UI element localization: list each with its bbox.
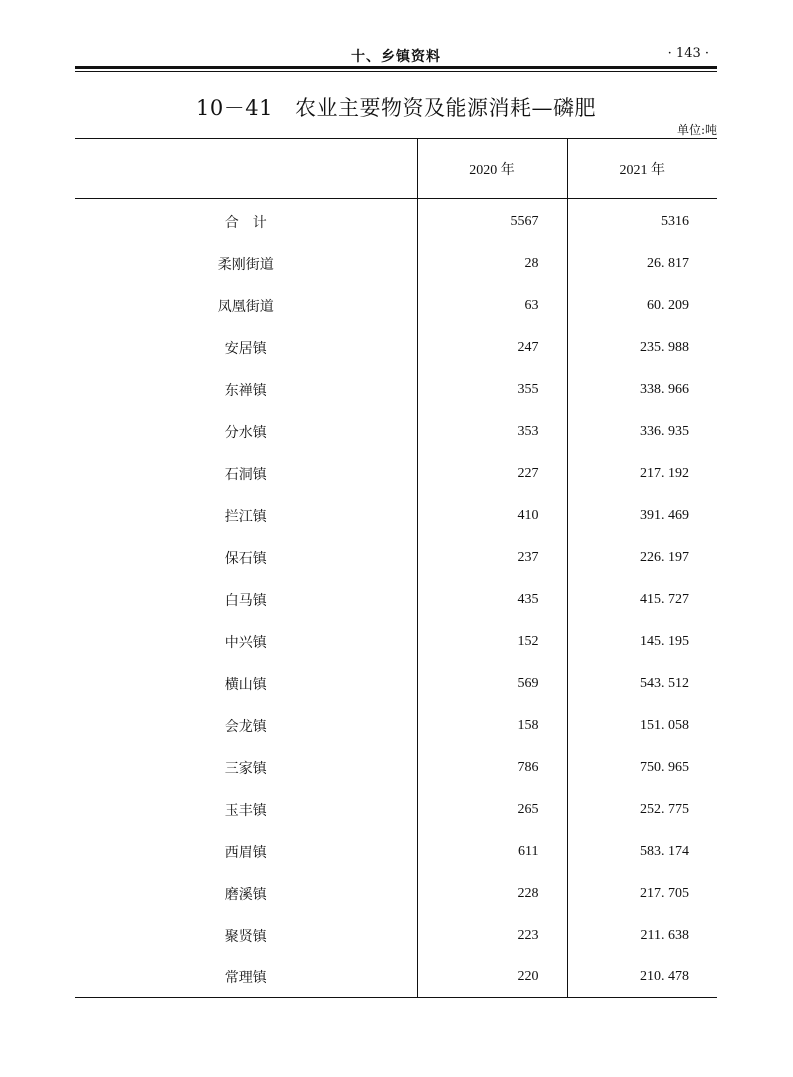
table-row bbox=[75, 747, 717, 789]
table-row bbox=[75, 369, 717, 411]
region-cell: 合 计 bbox=[224, 215, 267, 231]
table-body bbox=[75, 199, 717, 998]
value-2021-cell: 252. 775 bbox=[567, 789, 717, 831]
value-2020-cell: 353 bbox=[417, 411, 567, 453]
value-2021-cell: 415. 727 bbox=[567, 579, 717, 621]
region-cell: 东禅镇 bbox=[224, 383, 267, 399]
value-2021-cell: 26. 817 bbox=[567, 243, 717, 285]
value-2020-cell: 63 bbox=[417, 285, 567, 327]
value-2021-cell: 750. 965 bbox=[567, 747, 717, 789]
value-2021-cell: 145. 195 bbox=[567, 621, 717, 663]
region-cell: 柔刚街道 bbox=[217, 257, 274, 273]
data-table bbox=[75, 138, 717, 998]
table-row bbox=[75, 495, 717, 537]
value-2020-cell: 265 bbox=[417, 789, 567, 831]
value-2021-cell: 338. 966 bbox=[567, 369, 717, 411]
region-cell: 聚贤镇 bbox=[224, 929, 267, 945]
value-2020-cell: 247 bbox=[417, 327, 567, 369]
value-2020-cell: 220 bbox=[417, 957, 567, 998]
value-2020-cell: 152 bbox=[417, 621, 567, 663]
table-row bbox=[75, 579, 717, 621]
value-2021-cell: 391. 469 bbox=[567, 495, 717, 537]
region-cell: 横山镇 bbox=[224, 677, 267, 693]
region-cell: 安居镇 bbox=[224, 341, 267, 357]
value-2021-cell: 5316 bbox=[567, 199, 717, 244]
page-number: · 143 · bbox=[667, 46, 709, 61]
region-cell: 常理镇 bbox=[75, 957, 417, 998]
unit-label: 单位:吨 bbox=[676, 123, 717, 137]
value-2020-cell: 5567 bbox=[417, 199, 567, 244]
region-cell: 白马镇 bbox=[224, 593, 267, 609]
section-name: 十、乡镇资料 bbox=[351, 49, 441, 65]
value-2021-cell: 226. 197 bbox=[567, 537, 717, 579]
value-2021-cell: 217. 192 bbox=[567, 453, 717, 495]
value-2020-cell: 158 bbox=[417, 705, 567, 747]
table-row bbox=[75, 915, 717, 957]
region-cell: 西眉镇 bbox=[224, 845, 267, 861]
region-cell: 拦江镇 bbox=[224, 509, 267, 525]
value-2021-cell: 336. 935 bbox=[567, 411, 717, 453]
value-2021-cell: 210. 478 bbox=[567, 957, 717, 998]
header-rule-thin bbox=[75, 71, 717, 72]
value-2021-cell: 151. 058 bbox=[567, 705, 717, 747]
table-number: 10－41 bbox=[196, 96, 273, 120]
region-cell: 保石镇 bbox=[224, 551, 267, 567]
table-row bbox=[75, 957, 717, 998]
value-2020-cell: 569 bbox=[417, 663, 567, 705]
running-header bbox=[75, 42, 717, 66]
header-rule-thick bbox=[75, 66, 717, 69]
column-header-2020: 2020 年 bbox=[417, 139, 567, 199]
column-header-2021: 2021 年 bbox=[567, 139, 717, 199]
value-2020-cell: 28 bbox=[417, 243, 567, 285]
table-row bbox=[75, 453, 717, 495]
table-row bbox=[75, 663, 717, 705]
region-cell: 凤凰街道 bbox=[217, 299, 274, 315]
value-2020-cell: 228 bbox=[417, 873, 567, 915]
table-row bbox=[75, 411, 717, 453]
table-row bbox=[75, 327, 717, 369]
region-cell: 磨溪镇 bbox=[224, 887, 267, 903]
table-title bbox=[75, 92, 717, 122]
value-2020-cell: 435 bbox=[417, 579, 567, 621]
table-row bbox=[75, 621, 717, 663]
region-cell: 石洞镇 bbox=[224, 467, 267, 483]
value-2020-cell: 786 bbox=[417, 747, 567, 789]
region-cell: 玉丰镇 bbox=[224, 803, 267, 819]
region-cell: 会龙镇 bbox=[224, 719, 267, 735]
value-2021-cell: 583. 174 bbox=[567, 831, 717, 873]
value-2021-cell: 217. 705 bbox=[567, 873, 717, 915]
value-2020-cell: 611 bbox=[417, 831, 567, 873]
value-2020-cell: 237 bbox=[417, 537, 567, 579]
table-row bbox=[75, 831, 717, 873]
table-row bbox=[75, 537, 717, 579]
value-2020-cell: 227 bbox=[417, 453, 567, 495]
header-row bbox=[75, 139, 717, 199]
region-cell: 中兴镇 bbox=[224, 635, 267, 651]
value-2021-cell: 60. 209 bbox=[567, 285, 717, 327]
value-2021-cell: 543. 512 bbox=[567, 663, 717, 705]
table-row bbox=[75, 705, 717, 747]
table-row bbox=[75, 199, 717, 244]
value-2020-cell: 223 bbox=[417, 915, 567, 957]
table-row bbox=[75, 285, 717, 327]
table-row bbox=[75, 789, 717, 831]
table-row bbox=[75, 873, 717, 915]
table-row bbox=[75, 243, 717, 285]
value-2020-cell: 410 bbox=[417, 495, 567, 537]
value-2020-cell: 355 bbox=[417, 369, 567, 411]
value-2021-cell: 235. 988 bbox=[567, 327, 717, 369]
value-2021-cell: 211. 638 bbox=[567, 915, 717, 957]
column-header-region bbox=[75, 139, 417, 199]
region-cell: 分水镇 bbox=[224, 425, 267, 441]
table-title-text: 农业主要物资及能源消耗—磷肥 bbox=[294, 96, 596, 120]
region-cell: 三家镇 bbox=[224, 761, 267, 777]
